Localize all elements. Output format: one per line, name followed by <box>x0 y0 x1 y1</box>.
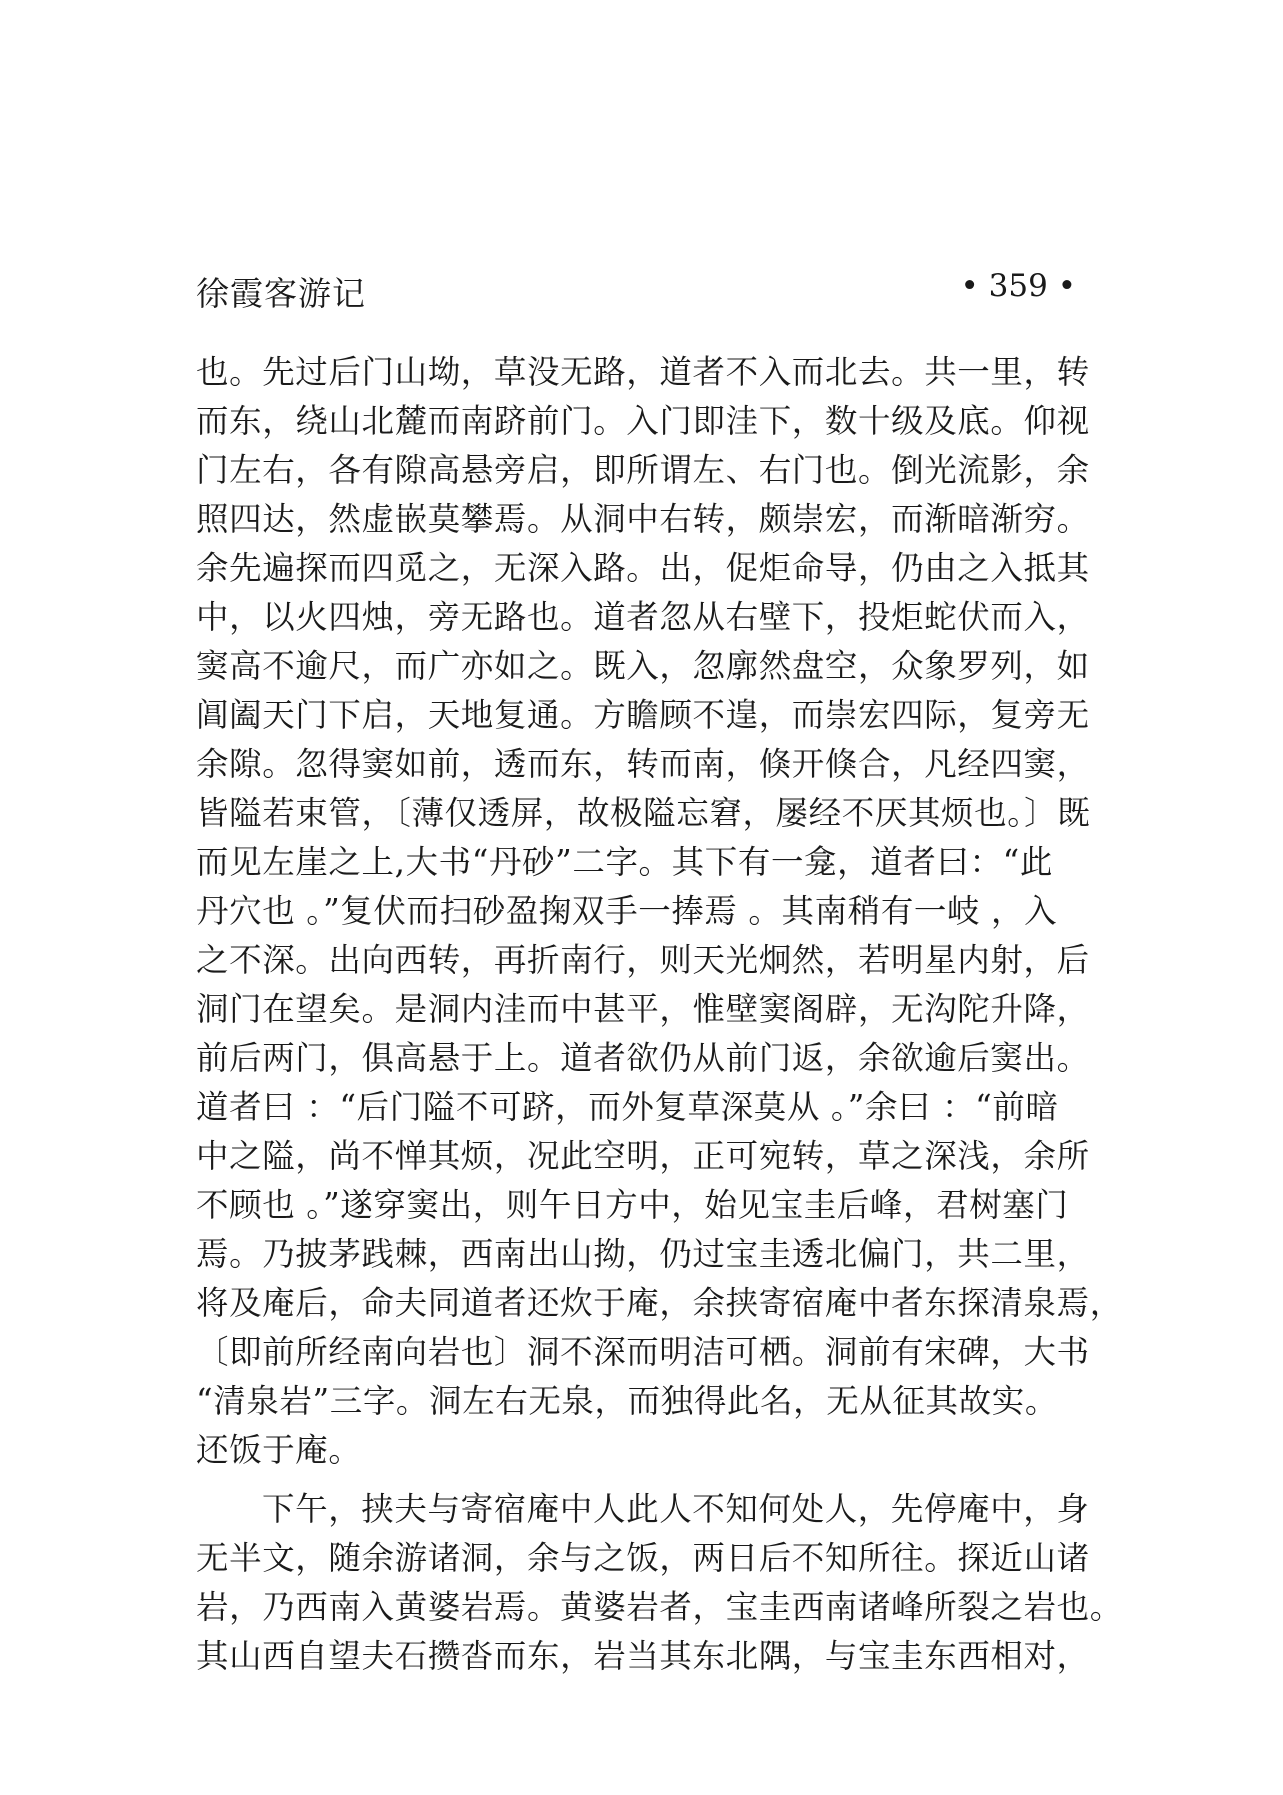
text-line: 阊阖天门下启，天地复通。方瞻顾不遑，而崇宏四际，复旁无 <box>196 696 1090 734</box>
text-line: 岩，乃西南入黄婆岩焉。黄婆岩者，宝圭西南诸峰所裂之岩也。 <box>196 1588 1123 1626</box>
text-line: 余先遍探而四觅之，无深入路。出，促炬命导，仍由之入抵其 <box>196 549 1090 587</box>
text-line: 皆隘若束管，〔薄仅透屏，故极隘忘窘，屡经不厌其烦也。〕既 <box>196 794 1091 832</box>
paragraph-gap <box>196 1475 1096 1485</box>
body-text <box>196 348 1123 1681</box>
running-title: 徐霞客游记 <box>196 274 366 313</box>
text-line: 将及庵后，命夫同道者还炊于庵，余挟寄宿庵中者东探清泉焉， <box>196 1284 1123 1322</box>
text-line: 丹穴也 。”复伏而扫砂盈掬双手一捧焉 。其南稍有一岐 ，入 <box>196 892 1058 930</box>
text-line: 还饭于庵。 <box>196 1431 362 1469</box>
text-line: 不顾也 。”遂穿窦出，则午日方中，始见宝圭后峰，君树塞门 <box>196 1186 1069 1224</box>
text-line: 中之隘，尚不惮其烦，况此空明，正可宛转，草之深浅，余所 <box>196 1137 1090 1175</box>
page-header <box>196 268 1076 316</box>
text-line: 焉。乃披茅践棘，西南出山拗，仍过宝圭透北偏门，共二里， <box>196 1235 1090 1273</box>
text-line: 其山西自望夫石攒沓而东，岩当其东北隅，与宝圭东西相对， <box>196 1637 1090 1675</box>
text-line: 道者曰 ：“后门隘不可跻，而外复草深莫从 。”余曰 ：“前暗 <box>196 1088 1059 1126</box>
text-line: 也。先过后门山坳，草没无路，道者不入而北去。共一里，转 <box>196 353 1090 391</box>
text-line: 而东，绕山北麓而南跻前门。入门即洼下，数十级及底。仰视 <box>196 402 1090 440</box>
text-line: 照四达，然虚嵌莫攀焉。从洞中右转，颇崇宏，而渐暗渐穷。 <box>196 500 1090 538</box>
text-line: 前后两门，俱高悬于上。道者欲仍从前门返，余欲逾后窦出。 <box>196 1039 1090 1077</box>
paragraph-2 <box>196 1485 1123 1681</box>
text-line: 洞门在望矣。是洞内洼而中甚平，惟壁窦阁辟，无沟陀升降， <box>196 990 1090 1028</box>
text-line: 无半文，随余游诸洞，余与之饭，两日后不知所往。探近山诸 <box>196 1539 1090 1577</box>
text-line: 门左右，各有隙高悬旁启，即所谓左、右门也。倒光流影，余 <box>196 451 1090 489</box>
text-line: 中，以火四烛，旁无路也。道者忽从右壁下，投炬蛇伏而入， <box>196 598 1090 636</box>
text-line: 〔即前所经南向岩也〕洞不深而明洁可栖。洞前有宋碑，大书 <box>196 1333 1090 1371</box>
paragraph-1 <box>196 348 1123 1475</box>
text-line: 余隙。忽得窦如前，透而东，转而南，倏开倏合，凡经四窦， <box>196 745 1090 783</box>
text-line: 之不深。出向西转，再折南行，则天光炯然，若明星内射，后 <box>196 941 1090 979</box>
text-line-indented: 下午，挟夫与寄宿庵中人此人不知何处人，先停庵中，身 <box>262 1490 1090 1528</box>
text-line: “清泉岩”三字。洞左右无泉，而独得此名，无从征其故实。 <box>196 1382 1058 1420</box>
page-number: • 359 • <box>960 268 1076 304</box>
text-line: 窦高不逾尺，而广亦如之。既入，忽廓然盘空，众象罗列，如 <box>196 647 1090 685</box>
text-line: 而见左崖之上,大书“丹砂”二字。其下有一龛，道者曰：“此 <box>196 843 1053 881</box>
